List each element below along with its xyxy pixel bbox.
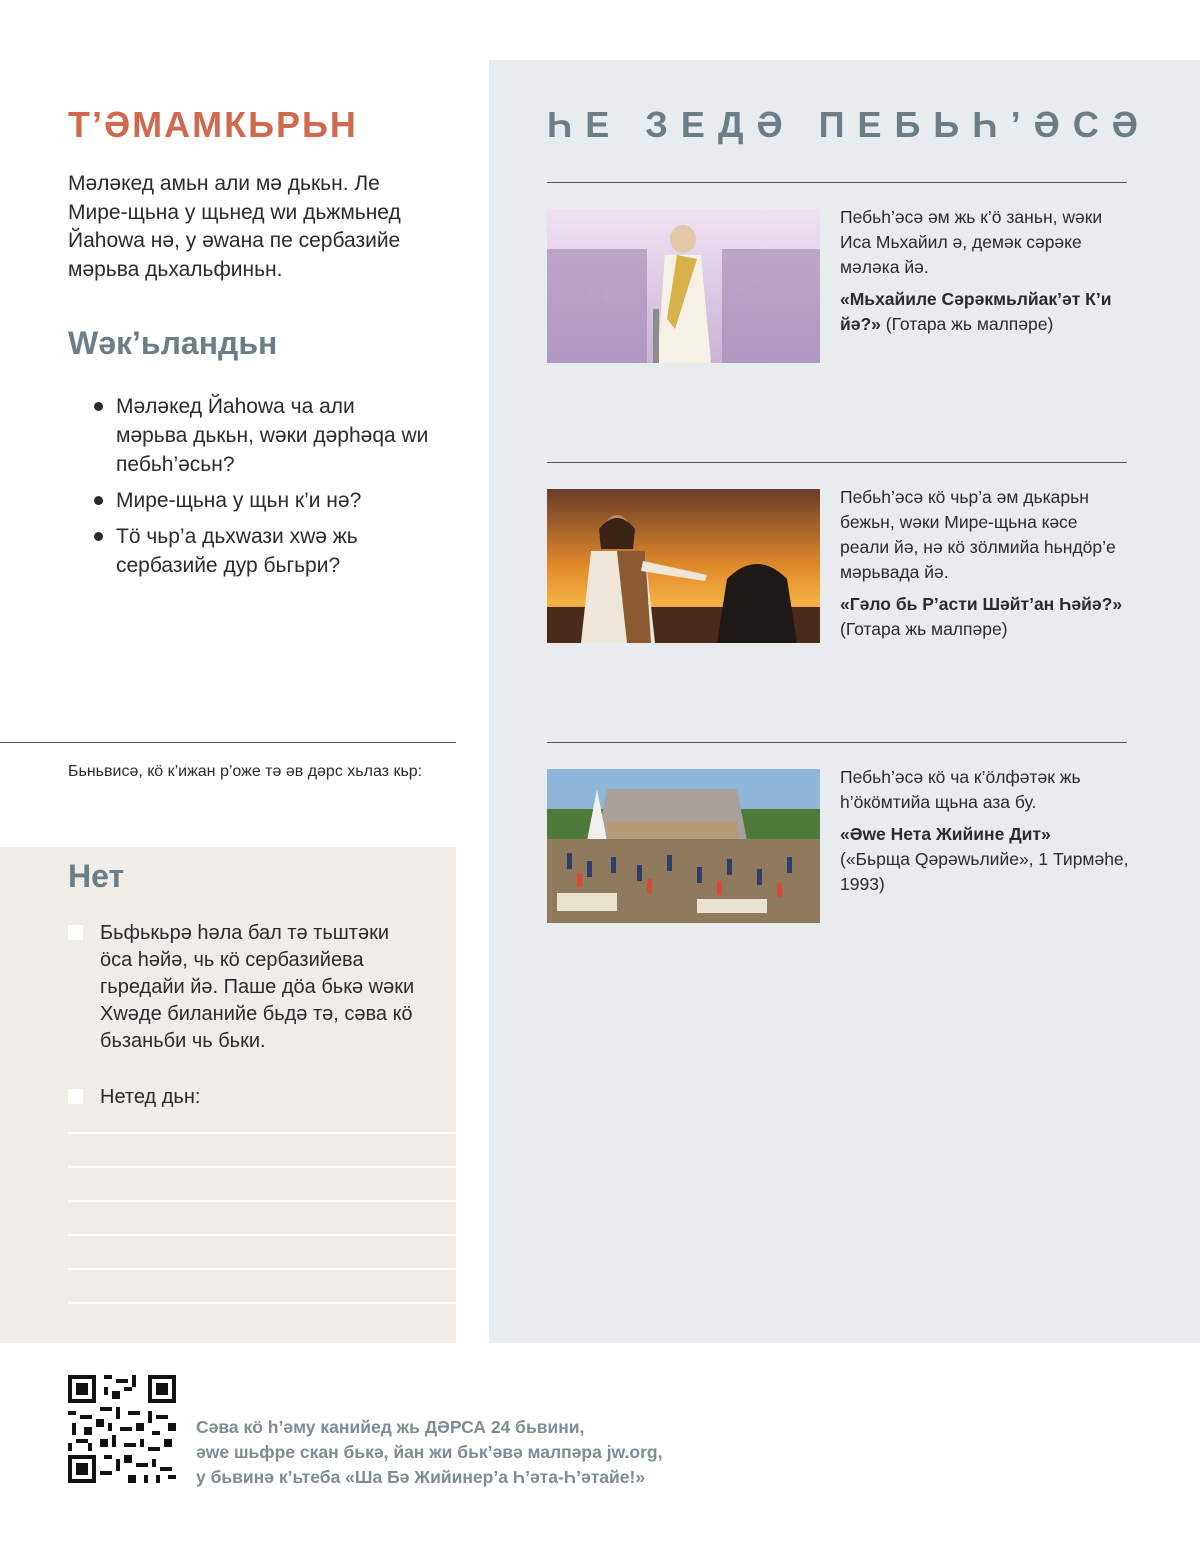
review-list	[90, 392, 430, 587]
write-line[interactable]	[68, 1302, 456, 1304]
jesus-rebuking-satan-image	[547, 489, 820, 643]
kingdom-hall-construction-image	[547, 769, 820, 923]
more-title: ҺЕ ЗЕДӘ ПЕБЬҺ’ӘСӘ	[547, 104, 1151, 145]
divider	[0, 742, 456, 743]
footer-text	[196, 1415, 716, 1490]
source-title-link[interactable]: «Гәло бь Р’асти Шәйт’ан Һәйә?»	[840, 594, 1123, 614]
review-item	[90, 486, 430, 515]
review-item	[90, 522, 430, 580]
more-item	[840, 205, 1130, 337]
review-title: Wәк’ьландьн	[68, 325, 278, 361]
bullet-icon	[94, 402, 103, 411]
divider	[547, 182, 1127, 183]
footer-line: әwе шьфре скан бькә, йан жи бьк’әвә малпәра jw.org,	[196, 1442, 663, 1462]
footer-line: Сәва кӧ һ’әму канийед жь ДӘРСА 24 бьвини,	[196, 1417, 585, 1437]
source-title-link[interactable]: «Әwе Нета Жийине Дит»	[840, 824, 1051, 844]
bullet-icon	[94, 496, 103, 505]
checkbox[interactable]	[68, 1089, 83, 1104]
write-line[interactable]	[68, 1234, 456, 1236]
goal-title: Нет	[68, 858, 125, 894]
source-title-link[interactable]: «Мьхайиле Сәрәкмьлйак’әт К’и йә?»	[840, 289, 1112, 334]
more-item-text: Пебьһ’әсә кӧ ча к’ӧлфәтәк жь һ’ӧкӧмтийа щьна аза бу.	[840, 767, 1081, 812]
summary-text: Мәләкед амьн али мә дькьн. Ле Мире-щьна у щьнед wи дьжмьнед Йаhowа нә, у әwана пе сербазийе мәрьва дьхальфиньн.	[68, 172, 401, 281]
more-item-source[interactable]	[840, 592, 1130, 642]
review-item-text: Мире-щьна у щьн к’и нә?	[116, 489, 362, 512]
divider	[547, 462, 1127, 463]
goal-item-text: Нетед дьн:	[100, 1086, 201, 1108]
write-line[interactable]	[68, 1166, 456, 1168]
checkbox[interactable]	[68, 925, 83, 940]
review-item-text: Мәләкед Йаhowа ча али мәрьва дькьн, wәки дәрhәqа wи пебьһ’әсьн?	[116, 395, 429, 476]
summary-title: Т’ӘМАМКЬРЬН	[68, 104, 358, 145]
write-line[interactable]	[68, 1132, 456, 1134]
review-item	[90, 392, 430, 479]
archangel-michael-with-angels-image	[547, 209, 820, 363]
more-item-source[interactable]	[840, 287, 1130, 337]
more-item-text: Пебьһ’әсә кӧ чьр’а әм дькарьн бежьн, wәки Мире-щьна кәсе реали йә, нә кӧ зӧлмийа һьндӧр’е мәрьвада йә.	[840, 487, 1116, 582]
source-note: (Готара жь малпәре)	[840, 619, 1008, 639]
goal-item	[68, 920, 418, 1055]
source-note: (Готара жь малпәре)	[880, 314, 1054, 334]
more-item	[840, 765, 1130, 897]
bullet-icon	[94, 532, 103, 541]
goal-item-text: Бьфькьрә hәла бал тә тьштәки ӧса hәйә, чь кӧ сербазийева гьредайи йә. Паше дӧа бькә wәки Хwәде биланийе бьдә тә, сәва кӧ бьзаньби чь бьки.	[100, 922, 415, 1052]
date-label: Бьньвисә, кӧ к’ижан р’оже тә әв дәрс хьлаз кьр:	[68, 763, 423, 780]
more-item-text: Пебьһ’әсә әм жь к’ӧ заньн, wәки Иса Мьхайил ә, демәк сәрәке мәләка йә.	[840, 207, 1103, 277]
write-line[interactable]	[68, 1200, 456, 1202]
review-item-text: Тӧ чьр’а дьхwази хwә жь сербазийе дур бьгьри?	[116, 525, 358, 577]
goal-item	[68, 1084, 418, 1111]
divider	[547, 742, 1127, 743]
source-note: («Бьрща Qәрәwьлийе», 1 Тирмәhе, 1993)	[840, 849, 1129, 894]
more-item-source[interactable]	[840, 822, 1130, 897]
footer-line: у бьвинә к’ьтеба «Ша Бә Жийинер’а Һ’әта-Һ’әтайе!»	[196, 1467, 646, 1487]
more-item	[840, 485, 1130, 642]
qr-code-icon[interactable]	[68, 1375, 176, 1483]
write-line[interactable]	[68, 1268, 456, 1270]
